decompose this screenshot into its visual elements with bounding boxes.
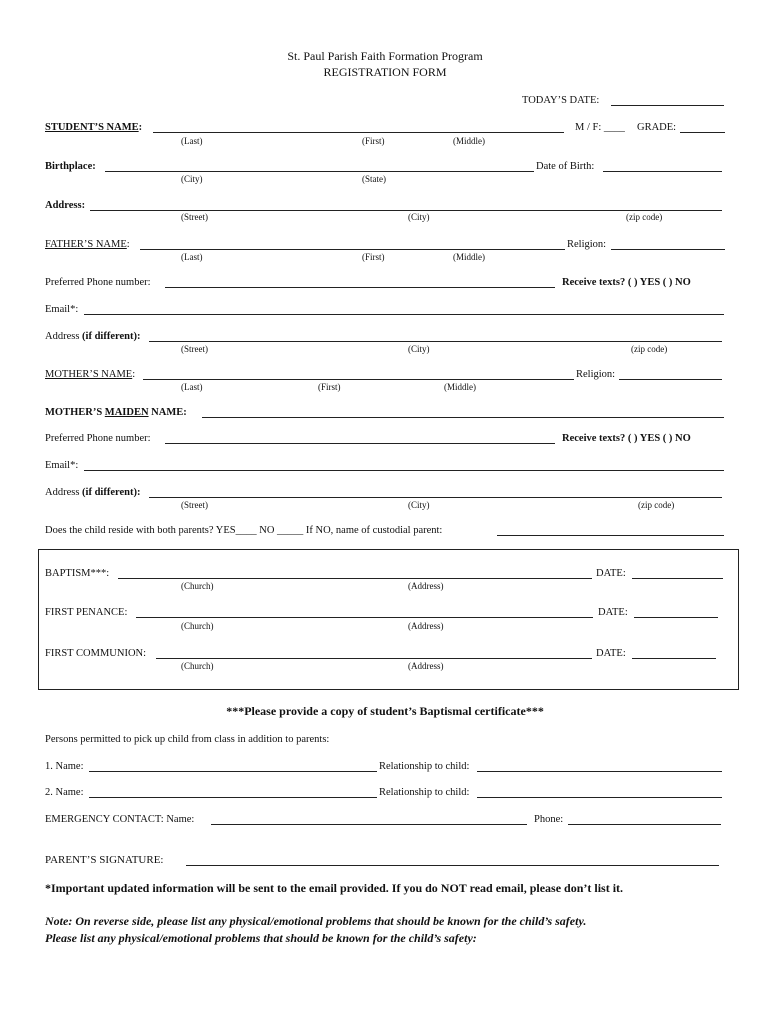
father-address-label: Address (if different): <box>45 331 141 342</box>
father-texts-options[interactable]: Receive texts? ( ) YES ( ) NO <box>562 277 691 288</box>
sublabel-zip: (zip code) <box>631 344 668 354</box>
father-phone-label: Preferred Phone number: <box>45 277 151 288</box>
sublabel-zip: (zip code) <box>626 212 663 222</box>
form-subtitle: REGISTRATION FORM <box>323 65 447 79</box>
emergency-contact-label: EMERGENCY CONTACT: Name: <box>45 814 195 825</box>
parent-signature-field[interactable] <box>186 865 719 866</box>
sublabel-street: (Street) <box>181 344 208 354</box>
sublabel-church: (Church) <box>181 661 214 671</box>
custodial-parent-field[interactable] <box>497 535 724 536</box>
mother-religion-field[interactable] <box>619 379 722 380</box>
birthplace-label: Birthplace: <box>45 161 96 172</box>
sublabel-middle: (Middle) <box>444 382 476 392</box>
birthplace-field[interactable] <box>105 171 534 172</box>
sex-field[interactable]: M / F: ____ <box>575 122 625 133</box>
mother-phone-label: Preferred Phone number: <box>45 433 151 444</box>
mother-name-label: MOTHER’S NAME: <box>45 369 136 380</box>
mother-address-field[interactable] <box>149 497 722 498</box>
father-phone-field[interactable] <box>165 287 555 288</box>
dob-label: Date of Birth: <box>536 161 595 172</box>
sublabel-church: (Church) <box>181 621 214 631</box>
dob-field[interactable] <box>603 171 722 172</box>
sacraments-box <box>38 549 739 690</box>
baptism-field[interactable] <box>118 578 592 579</box>
reverse-side-note: Note: On reverse side, please list any physical/emotional problems that should be known for the child’s safety. <box>45 914 587 928</box>
father-address-field[interactable] <box>149 341 722 342</box>
baptismal-certificate-notice: ***Please provide a copy of student’s Baptismal certificate*** <box>226 704 544 718</box>
sublabel-street: (Street) <box>181 212 208 222</box>
relationship2-field[interactable] <box>477 797 722 798</box>
pickup-intro: Persons permitted to pick up child from class in addition to parents: <box>45 734 330 745</box>
baptism-label: BAPTISM***: <box>45 568 110 579</box>
todays-date-field[interactable] <box>611 105 724 106</box>
important-email-note: *Important updated information will be sent to the email provided. If you do NOT read email, please don’t list it. <box>45 881 624 895</box>
mother-address-label: Address (if different): <box>45 487 141 498</box>
penance-label: FIRST PENANCE: <box>45 607 128 618</box>
father-email-label: Email*: <box>45 304 79 315</box>
mother-email-field[interactable] <box>84 470 724 471</box>
sublabel-street: (Street) <box>181 500 208 510</box>
emergency-contact-field[interactable] <box>211 824 527 825</box>
penance-date-label: DATE: <box>598 607 628 618</box>
communion-field[interactable] <box>156 658 592 659</box>
sublabel-zip: (zip code) <box>638 500 675 510</box>
student-name-label: STUDENT’S NAME: <box>45 122 143 133</box>
sublabel-last: (Last) <box>181 252 203 262</box>
physical-problems-prompt: Please list any physical/emotional problems that should be known for the child’s safety: <box>45 931 477 945</box>
mother-phone-field[interactable] <box>165 443 555 444</box>
emergency-phone-label: Phone: <box>534 814 564 825</box>
sublabel-address: (Address) <box>408 581 444 591</box>
pickup-name1-label: 1. Name: <box>45 761 84 772</box>
mother-name-field[interactable] <box>143 379 574 380</box>
form-title: St. Paul Parish Faith Formation Program <box>287 49 483 63</box>
mother-maiden-field[interactable] <box>202 417 724 418</box>
sublabel-city: (City) <box>408 212 430 222</box>
sublabel-address: (Address) <box>408 661 444 671</box>
emergency-phone-field[interactable] <box>568 824 721 825</box>
pickup-name2-field[interactable] <box>89 797 377 798</box>
sublabel-last: (Last) <box>181 136 203 146</box>
sublabel-city: (City) <box>408 500 430 510</box>
mother-maiden-label: MOTHER’S MAIDEN NAME: <box>45 407 187 418</box>
father-religion-field[interactable] <box>611 249 725 250</box>
student-name-field[interactable] <box>153 132 564 133</box>
penance-field[interactable] <box>136 617 593 618</box>
grade-label: GRADE: <box>637 122 677 133</box>
communion-date-field[interactable] <box>632 658 716 659</box>
student-address-field[interactable] <box>90 210 722 211</box>
father-name-label: FATHER’S NAME: <box>45 239 130 250</box>
baptism-date-field[interactable] <box>632 578 723 579</box>
father-email-field[interactable] <box>84 314 724 315</box>
father-religion-label: Religion: <box>567 239 607 250</box>
custody-question: Does the child reside with both parents? YES____ NO _____ If NO, name of custodial parent: <box>45 525 443 536</box>
todays-date-label: TODAY’S DATE: <box>522 95 600 106</box>
sublabel-city: (City) <box>408 344 430 354</box>
mother-religion-label: Religion: <box>576 369 616 380</box>
sublabel-middle: (Middle) <box>453 252 485 262</box>
sublabel-first: (First) <box>318 382 341 392</box>
sublabel-last: (Last) <box>181 382 203 392</box>
mother-texts-options[interactable]: Receive texts? ( ) YES ( ) NO <box>562 433 691 444</box>
student-address-label: Address: <box>45 200 86 211</box>
sublabel-state: (State) <box>362 174 386 184</box>
father-name-field[interactable] <box>140 249 565 250</box>
parent-signature-label: PARENT’S SIGNATURE: <box>45 854 164 866</box>
relationship1-field[interactable] <box>477 771 722 772</box>
penance-date-field[interactable] <box>634 617 718 618</box>
sublabel-address: (Address) <box>408 621 444 631</box>
sublabel-first: (First) <box>362 136 385 146</box>
sublabel-first: (First) <box>362 252 385 262</box>
communion-label: FIRST COMMUNION: <box>45 648 147 659</box>
sublabel-city: (City) <box>181 174 203 184</box>
pickup-name1-field[interactable] <box>89 771 377 772</box>
pickup-name2-label: 2. Name: <box>45 787 84 798</box>
communion-date-label: DATE: <box>596 648 626 659</box>
grade-field[interactable] <box>680 132 725 133</box>
sublabel-church: (Church) <box>181 581 214 591</box>
relationship2-label: Relationship to child: <box>379 787 470 798</box>
relationship1-label: Relationship to child: <box>379 761 470 772</box>
baptism-date-label: DATE: <box>596 568 626 579</box>
mother-email-label: Email*: <box>45 460 79 471</box>
sublabel-middle: (Middle) <box>453 136 485 146</box>
